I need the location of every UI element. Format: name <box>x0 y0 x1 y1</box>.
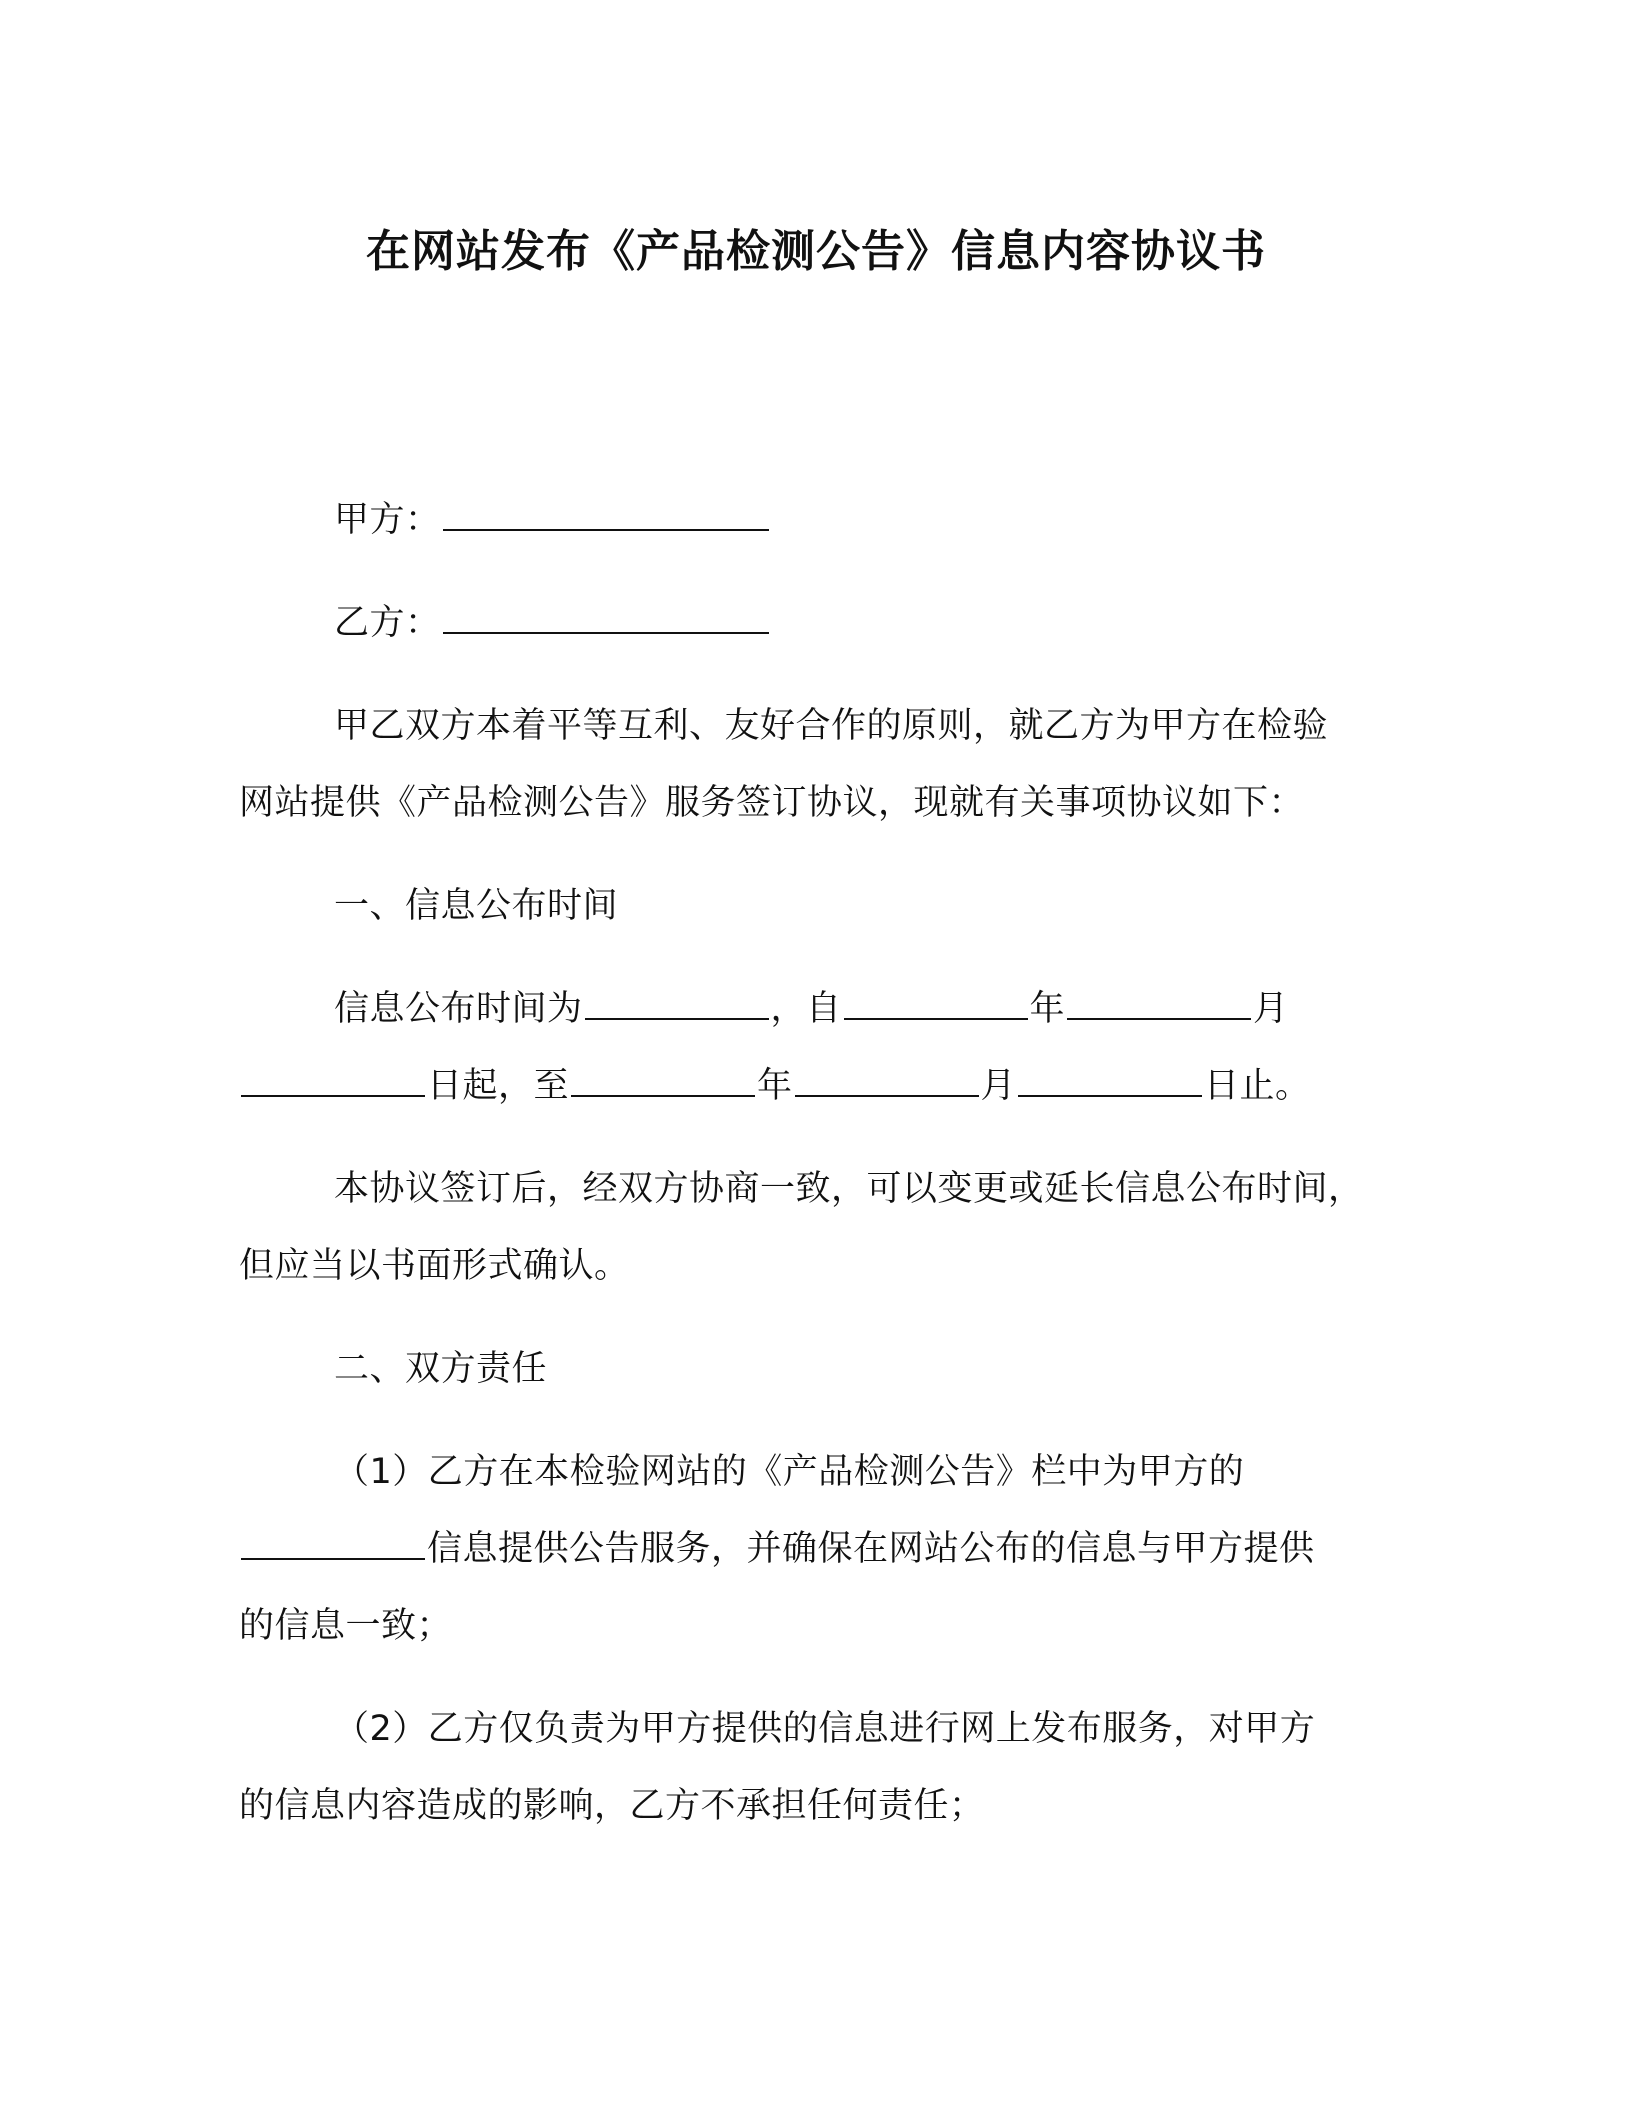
intro-line-1: 甲乙双方本着平等互利、友好合作的原则，就乙方为甲方在检验 <box>334 706 1329 746</box>
time-line-2 <box>239 1062 1311 1110</box>
change-line-2: 但应当以书面形式确认。 <box>239 1246 630 1286</box>
party-b-label: 乙方： <box>334 603 441 643</box>
document-title: 在网站发布《产品检测公告》信息内容协议书 <box>366 226 1266 277</box>
end-day-label: 日止。 <box>1204 1066 1311 1106</box>
item1-line-2-text: 信息提供公告服务，并确保在网站公布的信息与甲方提供 <box>427 1529 1315 1569</box>
end-year-label: 年 <box>757 1066 793 1106</box>
from-label: ，自 <box>770 989 842 1029</box>
end-month-label: 月 <box>980 1066 1017 1106</box>
end-month-blank <box>795 1065 979 1097</box>
start-to-label: 日起，至 <box>427 1066 570 1106</box>
duration-blank <box>585 988 769 1020</box>
item1-line-2 <box>239 1525 1315 1573</box>
change-line-1: 本协议签订后，经双方协商一致，可以变更或延长信息公布时间， <box>334 1169 1364 1209</box>
info-type-blank <box>241 1528 425 1560</box>
item2-line-2: 的信息内容造成的影响，乙方不承担任何责任； <box>239 1786 985 1826</box>
party-a-line <box>334 496 771 544</box>
party-a-blank <box>443 499 769 531</box>
start-year-blank <box>844 988 1028 1020</box>
time-line-1 <box>334 985 1289 1033</box>
time-prefix: 信息公布时间为 <box>334 989 583 1029</box>
year-label: 年 <box>1029 989 1066 1029</box>
party-b-blank <box>443 602 769 634</box>
month-label: 月 <box>1253 989 1289 1029</box>
start-day-blank <box>241 1065 425 1097</box>
section2-heading: 二、双方责任 <box>334 1349 548 1389</box>
intro-line-2: 网站提供《产品检测公告》服务签订协议，现就有关事项协议如下： <box>239 783 1305 823</box>
end-day-blank <box>1018 1065 1202 1097</box>
item2-line-1: （2）乙方仅负责为甲方提供的信息进行网上发布服务，对甲方 <box>334 1709 1316 1749</box>
party-a-label: 甲方： <box>334 500 441 540</box>
item1-line-1: （1）乙方在本检验网站的《产品检测公告》栏中为甲方的 <box>334 1452 1245 1492</box>
item1-line-3: 的信息一致； <box>239 1606 453 1646</box>
section1-heading: 一、信息公布时间 <box>334 886 619 926</box>
start-month-blank <box>1067 988 1251 1020</box>
party-b-line <box>334 599 771 647</box>
end-year-blank <box>571 1065 755 1097</box>
